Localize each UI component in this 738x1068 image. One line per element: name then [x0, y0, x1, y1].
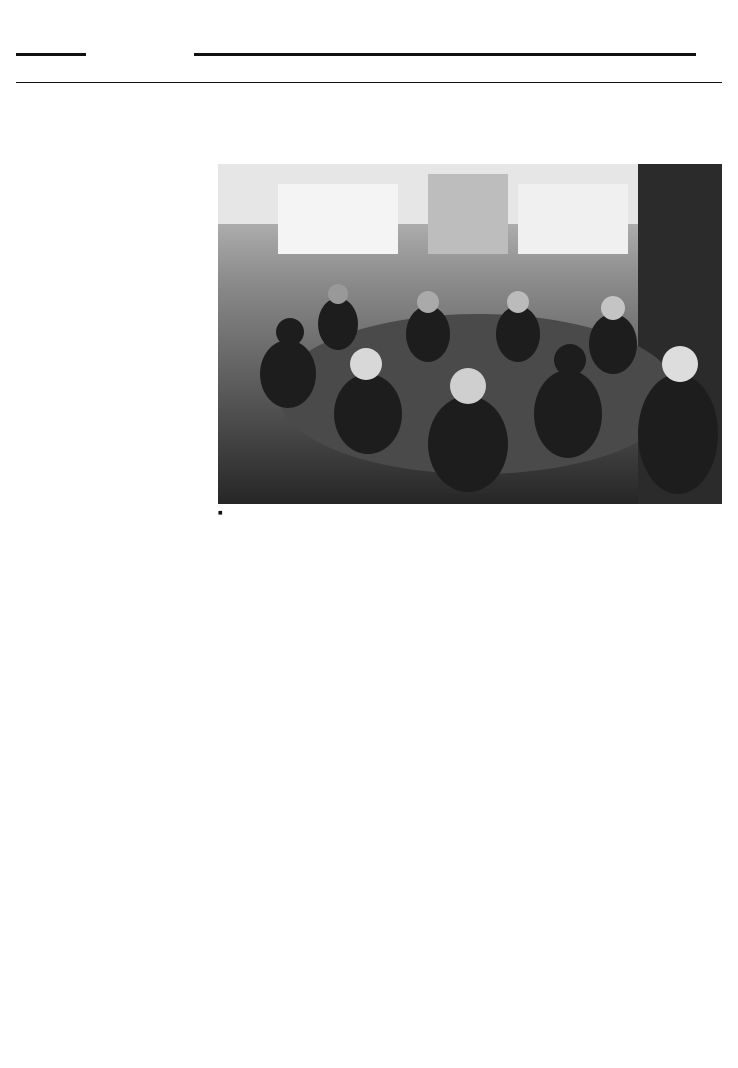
section-tab [86, 50, 194, 86]
classroom-photo [218, 164, 722, 504]
caption-bullet-icon: ■ [218, 511, 223, 516]
article1-column-5 [420, 510, 512, 924]
article1-column-1 [16, 164, 108, 924]
article1-column-3 [218, 510, 310, 924]
article1-column-4 [319, 510, 411, 924]
header-rule-bottom [16, 82, 722, 83]
classroom-photo-art [218, 164, 722, 504]
article1-column-6 [521, 510, 613, 924]
page-header [16, 48, 722, 86]
article1-column-7 [622, 510, 722, 924]
classroom-photo-caption [218, 510, 310, 517]
article1-column-2 [117, 164, 209, 924]
